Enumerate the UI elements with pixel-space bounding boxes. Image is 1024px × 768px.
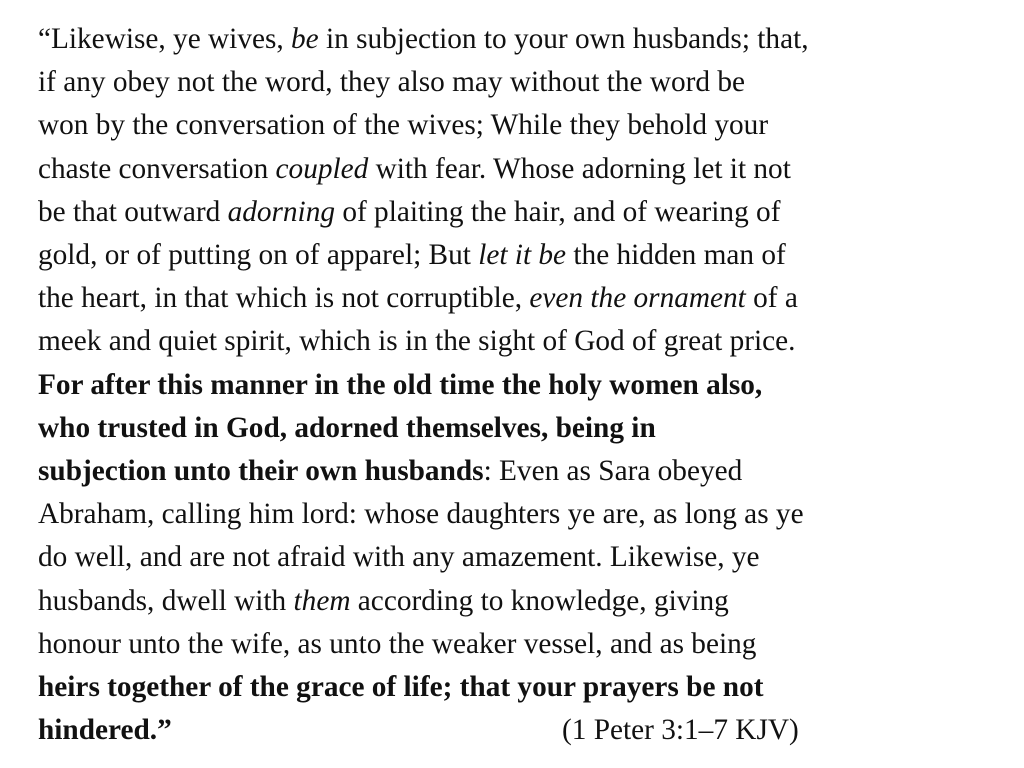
quote-line-17: hindered.” (1 Peter 3:1–7 KJV) <box>38 709 998 752</box>
quote-line-15: honour unto the wife, as unto the weaker vessel, and as being <box>38 627 757 660</box>
quote-line-7: the heart, in that which is not corruptible, even the ornament of a <box>38 282 798 315</box>
scripture-quote-block <box>38 18 998 752</box>
scripture-citation: (1 Peter 3:1–7 KJV) <box>562 714 799 747</box>
quote-line-2: if any obey not the word, they also may without the word be <box>38 66 746 99</box>
quote-line-4: chaste conversation coupled with fear. Whose adorning let it not <box>38 152 791 185</box>
quote-line-14: husbands, dwell with them according to knowledge, giving <box>38 584 729 617</box>
quote-line-6: gold, or of putting on of apparel; But let it be the hidden man of <box>38 239 786 272</box>
quote-line-5: be that outward adorning of plaiting the hair, and of wearing of <box>38 195 781 228</box>
quote-line-16: heirs together of the grace of life; that your prayers be not <box>38 671 764 704</box>
quote-line-12: Abraham, calling him lord: whose daughters ye are, as long as ye <box>38 498 804 531</box>
quote-line-10: who trusted in God, adorned themselves, being in <box>38 411 656 444</box>
quote-line-11: subjection unto their own husbands: Even as Sara obeyed <box>38 455 743 488</box>
quote-line-13: do well, and are not afraid with any amazement. Likewise, ye <box>38 541 760 574</box>
quote-line-3: won by the conversation of the wives; While they behold your <box>38 109 769 142</box>
quote-line-9: For after this manner in the old time the holy women also, <box>38 368 763 401</box>
quote-line-8: meek and quiet spirit, which is in the sight of God of great price. <box>38 325 796 358</box>
quote-line-1: “Likewise, ye wives, be in subjection to your own husbands; that, <box>38 23 809 55</box>
